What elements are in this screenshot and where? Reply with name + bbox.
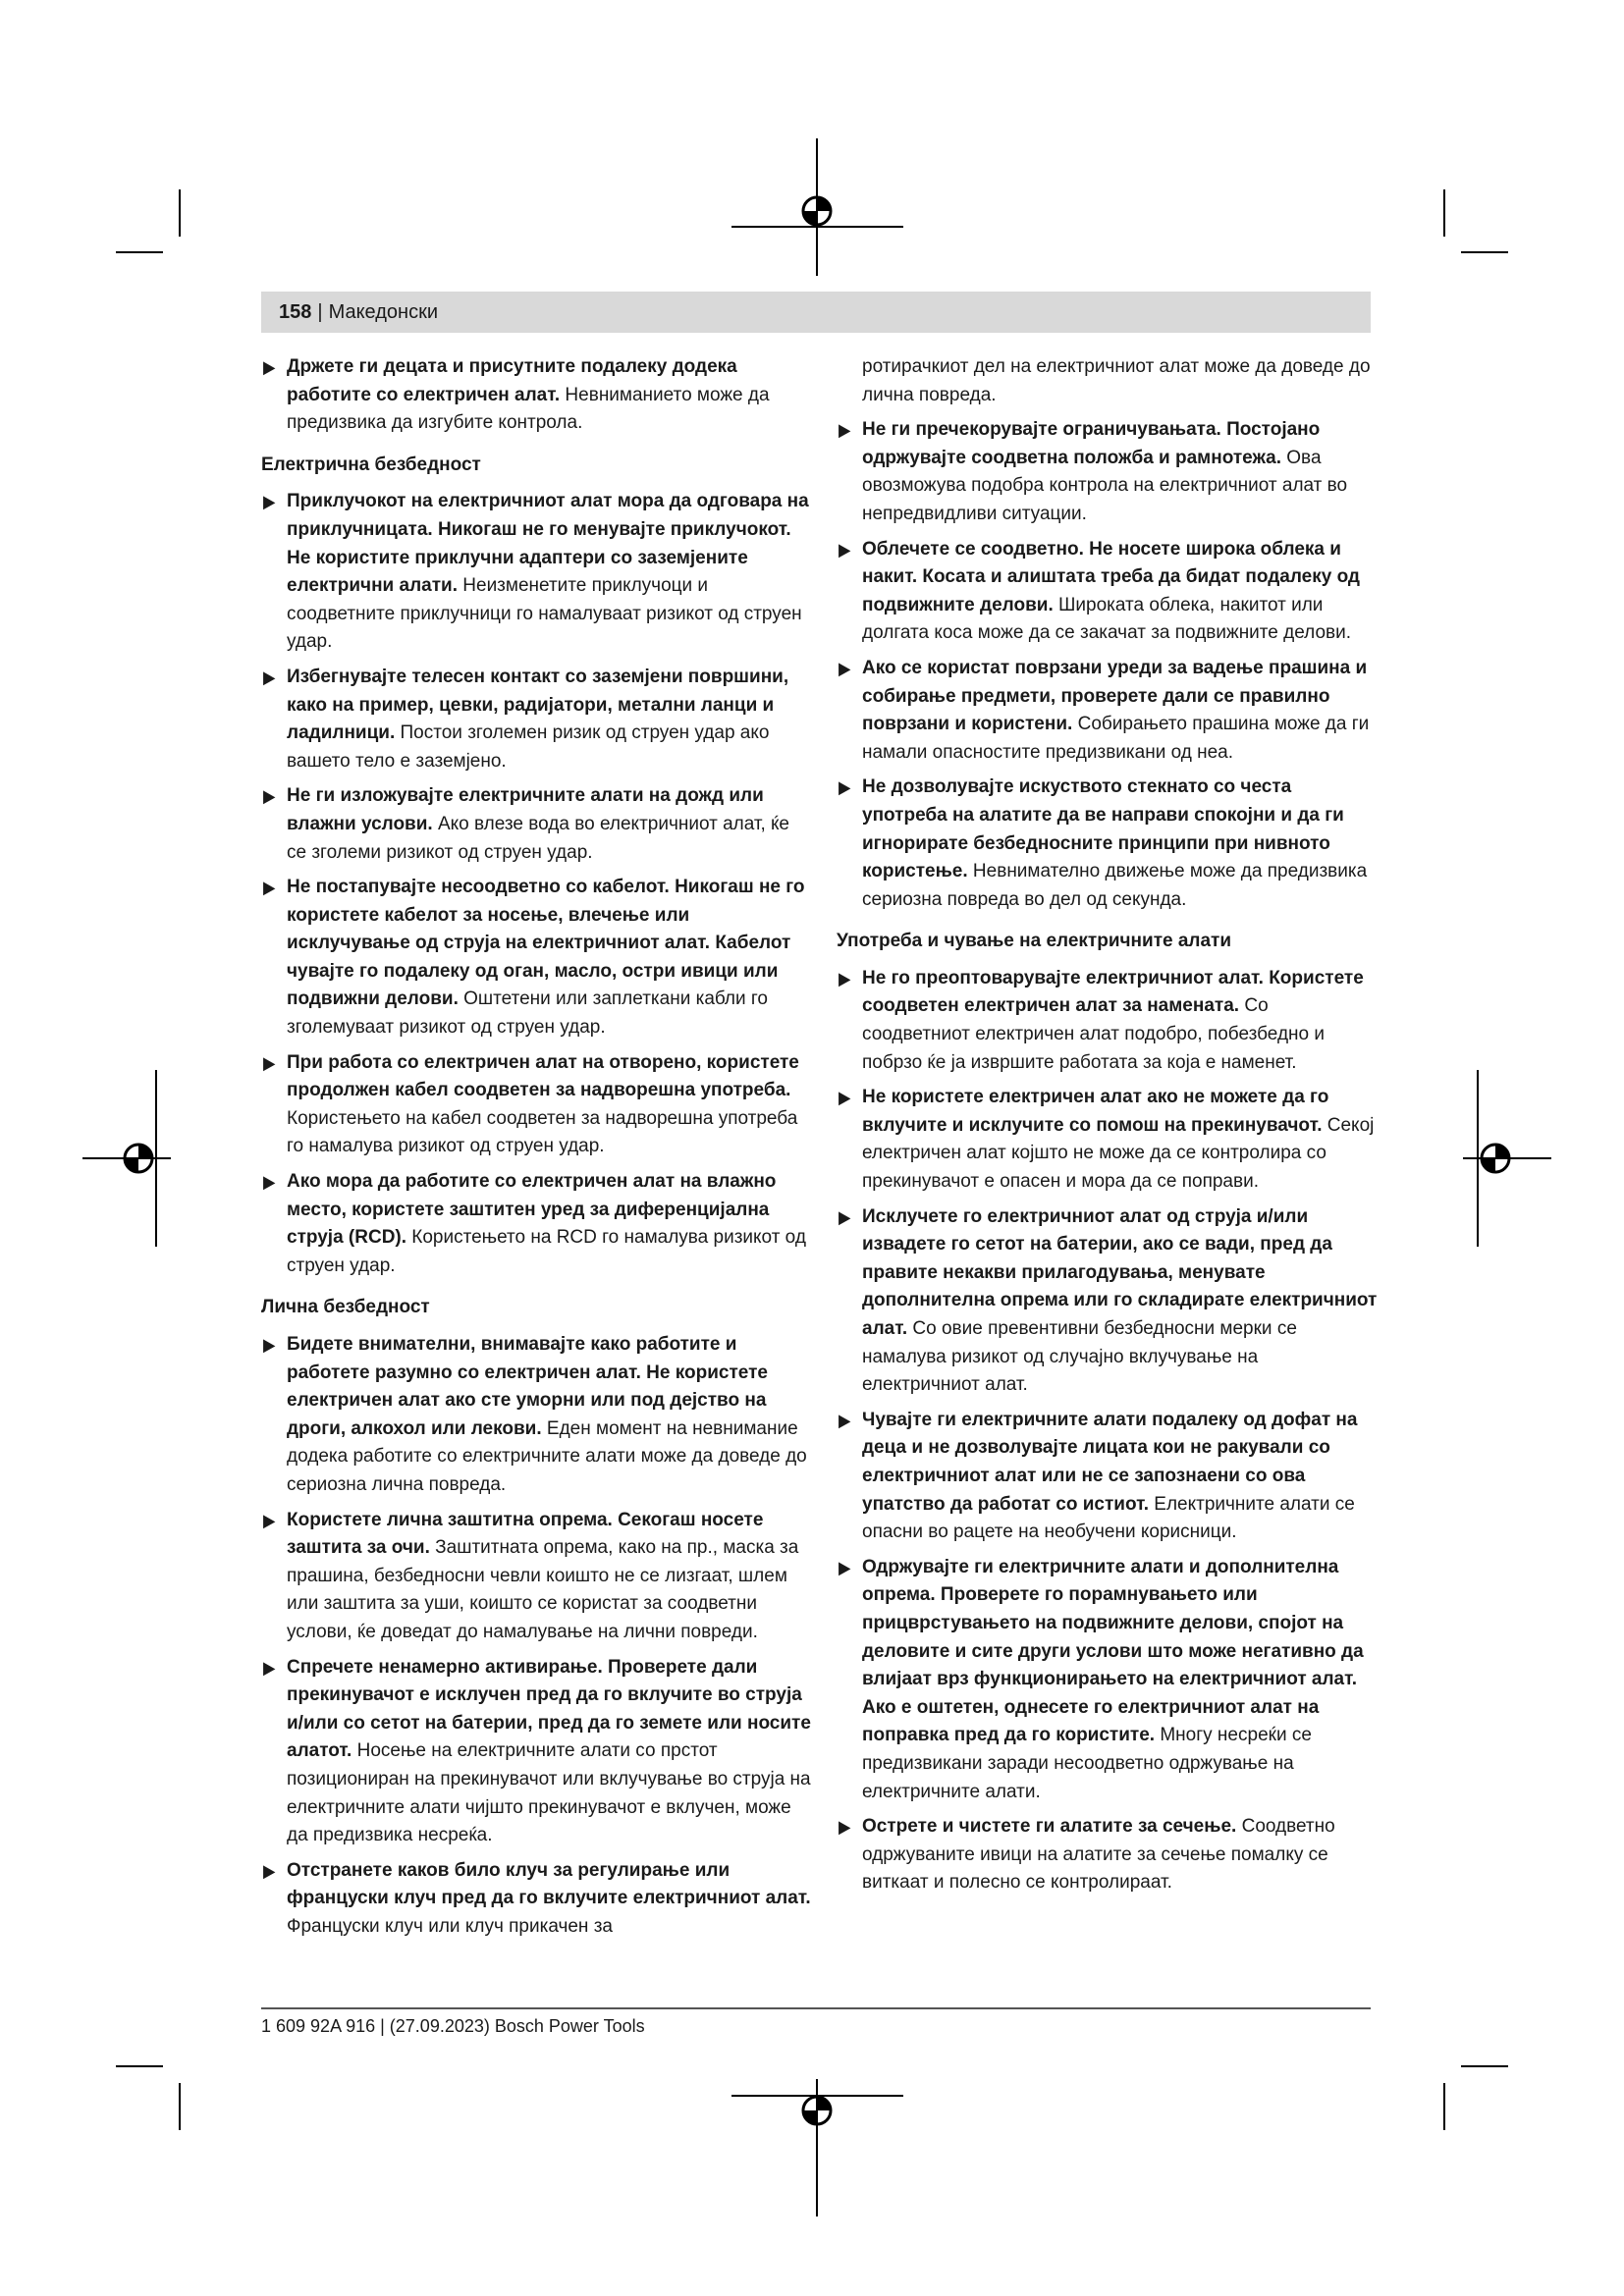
crop-mark — [116, 2065, 163, 2067]
bullet-arrow-icon: ▶ — [839, 777, 851, 798]
bullet-arrow-icon: ▶ — [839, 1206, 851, 1227]
crop-mark — [1443, 2083, 1445, 2130]
safety-instruction — [837, 1203, 1379, 1400]
instruction-text: Користењето на кабел соодветен за надворешна употреба го намалува ризикот од струен удар. — [287, 1107, 798, 1157]
instruction-bold: Приклучокот на електричниот алат мора да одговара на приклучницата. Никогаш не го менувајте приклучокот. Не користите приклучни адаптери со заземјените електрични алати. — [287, 491, 809, 597]
instruction-text: Многу несреќи се предизвикани заради несоодветно одржување на електричните алати. — [862, 1725, 1312, 1802]
instruction-text: Со овие превентивни безбедносни мерки се намалува ризикот од случајно вклучување на електричниот алат. — [862, 1318, 1297, 1396]
instruction-bold: Ако се користат поврзани уреди за вадење прашина и собирање предмети, проверете дали се правилно поврзани и користени. — [862, 657, 1368, 735]
bullet-arrow-icon: ▶ — [839, 968, 851, 988]
instruction-text: Неизменетите приклучоци и соодветните приклучници го намалуваат ризикот од струен удар. — [287, 575, 802, 653]
safety-instruction — [261, 1507, 811, 1647]
bullet-arrow-icon: ▶ — [839, 1817, 851, 1838]
instruction-bold: Облечете се соодветно. Не носете широка облека и накит. Косата и алиштата треба да бидат подалеку од подвижните делови. — [862, 538, 1360, 615]
registration-mark-icon — [1463, 1070, 1551, 1247]
bullet-arrow-icon: ▶ — [263, 1657, 276, 1678]
safety-instruction — [261, 488, 811, 657]
crop-mark — [179, 189, 181, 237]
bullet-arrow-icon: ▶ — [839, 539, 851, 560]
safety-instruction — [837, 1554, 1379, 1806]
instruction-text: Еден момент на невнимание додека работите со електричните алати може да доведе до сериозна лична повреда. — [287, 1417, 807, 1495]
safety-instruction — [837, 1813, 1379, 1897]
instruction-bold: Држете ги децата и присутните подалеку додека работите со електричен алат. — [287, 356, 737, 405]
section-heading: Употреба и чување на електричните алати — [837, 931, 1232, 952]
bullet-arrow-icon: ▶ — [839, 1557, 851, 1577]
crop-mark — [1461, 2065, 1508, 2067]
bullet-arrow-icon: ▶ — [263, 786, 276, 807]
instruction-bold: Одржувајте ги електричните алати и дополнителна опрема. Проверете го порамнувањето или прицврстувањето на подвижните делови, спојот на деловите и сите други услови што може негативно да влијаат врз функционирањето на електричниот алат. Ако е оштетен, однесете го електричниот алат на поправка пред да го користите. — [862, 1556, 1364, 1746]
instruction-bold: Ако мора да работите со електричен алат на влажно место, користете заштитен уред за диференцијална струја (RCD). — [287, 1171, 777, 1249]
section-heading: Лична безбедност — [261, 1297, 430, 1318]
bullet-arrow-icon: ▶ — [839, 1088, 851, 1108]
safety-instruction — [261, 1331, 811, 1500]
instruction-bold: Не дозволувајте искуството стекнато со честа употреба на алатите да ве направи спокојни и да ги игнорирате безбедносните принципи при нивното користење. — [862, 776, 1344, 882]
safety-instruction — [837, 1084, 1379, 1196]
header-separator: | — [317, 300, 323, 323]
safety-instruction — [261, 1168, 811, 1280]
instruction-bold: Користете лична заштитна опрема. Секогаш носете заштита за очи. — [287, 1509, 764, 1559]
bullet-arrow-icon: ▶ — [839, 420, 851, 441]
instruction-text: Француски клуч или клуч прикачен за — [287, 1915, 613, 1937]
instruction-text: Носење на електричните алати со прстот позициониран на прекинувачот или вклучување во струја на електричните алати чијшто прекинувачот е вклучен, може да предизвика несреќа. — [287, 1740, 811, 1846]
safety-instruction — [261, 874, 811, 1042]
safety-instruction — [261, 353, 811, 438]
instruction-text: Постои зголемен ризик од струен удар ако вашето тело е заземјено. — [287, 722, 770, 772]
instruction-bold: Отстранете каков било клуч за регулирање или француски клуч пред да го вклучите електричниот алат. — [287, 1859, 811, 1909]
instruction-text: Невниманието може да предизвика да изгубите контрола. — [287, 384, 770, 434]
instruction-text: Широката облека, накитот или долгата коса може да се закачат за подвижните делови. — [862, 594, 1352, 644]
bullet-arrow-icon: ▶ — [839, 658, 851, 678]
instruction-text: Соодветно одржуваните ивици на алатите за сечење помалку се виткаат и полесно се контролираат. — [862, 1816, 1335, 1894]
safety-instruction — [261, 1857, 811, 1942]
safety-instruction — [261, 782, 811, 867]
page-number: 158 — [279, 300, 312, 323]
instruction-bold: Не ги изложувајте електричните алати на дожд или влажни услови. — [287, 785, 764, 834]
instruction-bold: Спречете ненамерно активирање. Проверете дали прекинувачот е исклучен пред да го вклучите во струја и/или со сетот на батерии, пред да го земете или носите алатот. — [287, 1656, 811, 1762]
instruction-text: Собирањето прашина може да ги намали опасностите предизвикани од неа. — [862, 714, 1370, 763]
safety-instruction — [837, 536, 1379, 648]
instruction-bold: Не користете електричен алат ако не можете да го вклучите и исклучите со помош на прекинувачот. — [862, 1087, 1329, 1136]
instruction-text: Ако влезе вода во електричниот алат, ќе се зголеми ризикот од струен удар. — [287, 813, 789, 863]
bullet-arrow-icon: ▶ — [263, 1172, 276, 1193]
left-column — [261, 353, 811, 1948]
right-column — [837, 353, 1379, 1904]
instruction-bold: Избегнувајте телесен контакт со заземјени површини, како на пример, цевки, радијатори, метални ланци и ладилници. — [287, 666, 789, 744]
instruction-text: Оштетени или заплеткани кабли го зголемуваат ризикот од струен удар. — [287, 988, 768, 1039]
crop-mark — [1443, 189, 1445, 237]
instruction-bold: Чувајте ги електричните алати подалеку од дофат на деца и не дозволувајте лицата кои не ракували со електричниот алат или не се запознаени со ова упатство да работат со истиот. — [862, 1409, 1358, 1515]
header-language: Македонски — [328, 300, 439, 323]
bullet-arrow-icon: ▶ — [839, 1410, 851, 1430]
instruction-bold: Не постапувајте несоодветно со кабелот. Никогаш не го користете кабелот за носење, влечење или исклучување од струја на електричниот алат. Кабелот чувајте го подалеку од оган, масло, остри ивици или подвижни делови. — [287, 877, 805, 1010]
instruction-text: Секој електричен алат којшто не може да се контролира со прекинувачот е опасен и мора да се поправи. — [862, 1114, 1375, 1193]
section-heading: Електрична безбедност — [261, 454, 481, 475]
page-header — [261, 292, 1371, 333]
bullet-arrow-icon: ▶ — [263, 1052, 276, 1073]
crop-mark — [1461, 251, 1508, 253]
instruction-bold: Острете и чистете ги алатите за сечење. — [862, 1816, 1237, 1838]
bullet-arrow-icon: ▶ — [263, 878, 276, 898]
safety-instruction — [837, 1407, 1379, 1547]
safety-instruction — [837, 774, 1379, 914]
instruction-text: Користењето на RCD го намалува ризикот од струен удар. — [287, 1227, 806, 1276]
instruction-bold: При работа со електричен алат на отворено, користете продолжен кабел соодветен за надворешна употреба. — [287, 1051, 799, 1101]
safety-instruction — [261, 1654, 811, 1850]
safety-instruction — [261, 664, 811, 775]
footer-divider — [261, 2007, 1371, 2009]
instruction-bold: Не го преоптоварувајте електричниот алат. Користете соодветен електричен алат за намената. — [862, 967, 1364, 1017]
safety-instruction — [837, 965, 1379, 1077]
safety-instruction — [837, 655, 1379, 767]
safety-instruction — [261, 1049, 811, 1161]
instruction-text: Заштитната опрема, како на пр., маска за прашина, безбедносни чевли коишто не се лизгаат, шлем или заштита за уши, коишто се користат за соодветни услови, ќе доведат до намалување на лични повреди. — [287, 1537, 799, 1642]
instruction-text: Невнимателно движење може да предизвика сериозна повреда во дел од секунда. — [862, 861, 1368, 910]
instruction-bold: Исклучете го електричниот алат од струја и/или извадете го сетот на батерии, ако се вади, пред да правите некакви прилагодувања, менувате дополнителна опрема или го складирате електричниот алат. — [862, 1205, 1378, 1339]
bullet-arrow-icon: ▶ — [263, 667, 276, 687]
safety-instruction — [837, 416, 1379, 528]
registration-mark-icon — [731, 138, 908, 276]
page-footer: 1 609 92A 916 | (27.09.2023) Bosch Power Tools — [261, 2016, 645, 2036]
registration-mark-icon — [731, 2079, 908, 2216]
bullet-arrow-icon: ▶ — [263, 357, 276, 377]
bullet-arrow-icon: ▶ — [263, 1335, 276, 1355]
instruction-bold: Бидете внимателни, внимавајте како работите и работете разумно со електричен алат. Не користете електричен алат ако сте уморни или под дејство на дроги, алкохол или лекови. — [287, 1334, 768, 1439]
instruction-bold: Не ги пречекорувајте ограничувањата. Постојано одржувајте соодветна положба и рамнотежа. — [862, 419, 1321, 468]
instruction-text: Со соодветниот електричен алат подобро, побезбедно и побрзо ќе ја извршите работата за која е наменет. — [862, 995, 1325, 1073]
instruction-text: Ова овозможува подобра контрола на електричниот алат во непредвидливи ситуации. — [862, 447, 1348, 524]
bullet-arrow-icon: ▶ — [263, 1860, 276, 1881]
crop-mark — [179, 2083, 181, 2130]
crop-mark — [116, 251, 163, 253]
bullet-arrow-icon: ▶ — [263, 492, 276, 512]
instruction-text: Електричните алати се опасни во рацете на необучени корисници. — [862, 1493, 1355, 1543]
registration-mark-icon — [82, 1070, 171, 1247]
continued-paragraph: ротирачкиот дел на електричниот алат може да доведе до лична повреда. — [862, 356, 1371, 405]
bullet-arrow-icon: ▶ — [263, 1510, 276, 1530]
